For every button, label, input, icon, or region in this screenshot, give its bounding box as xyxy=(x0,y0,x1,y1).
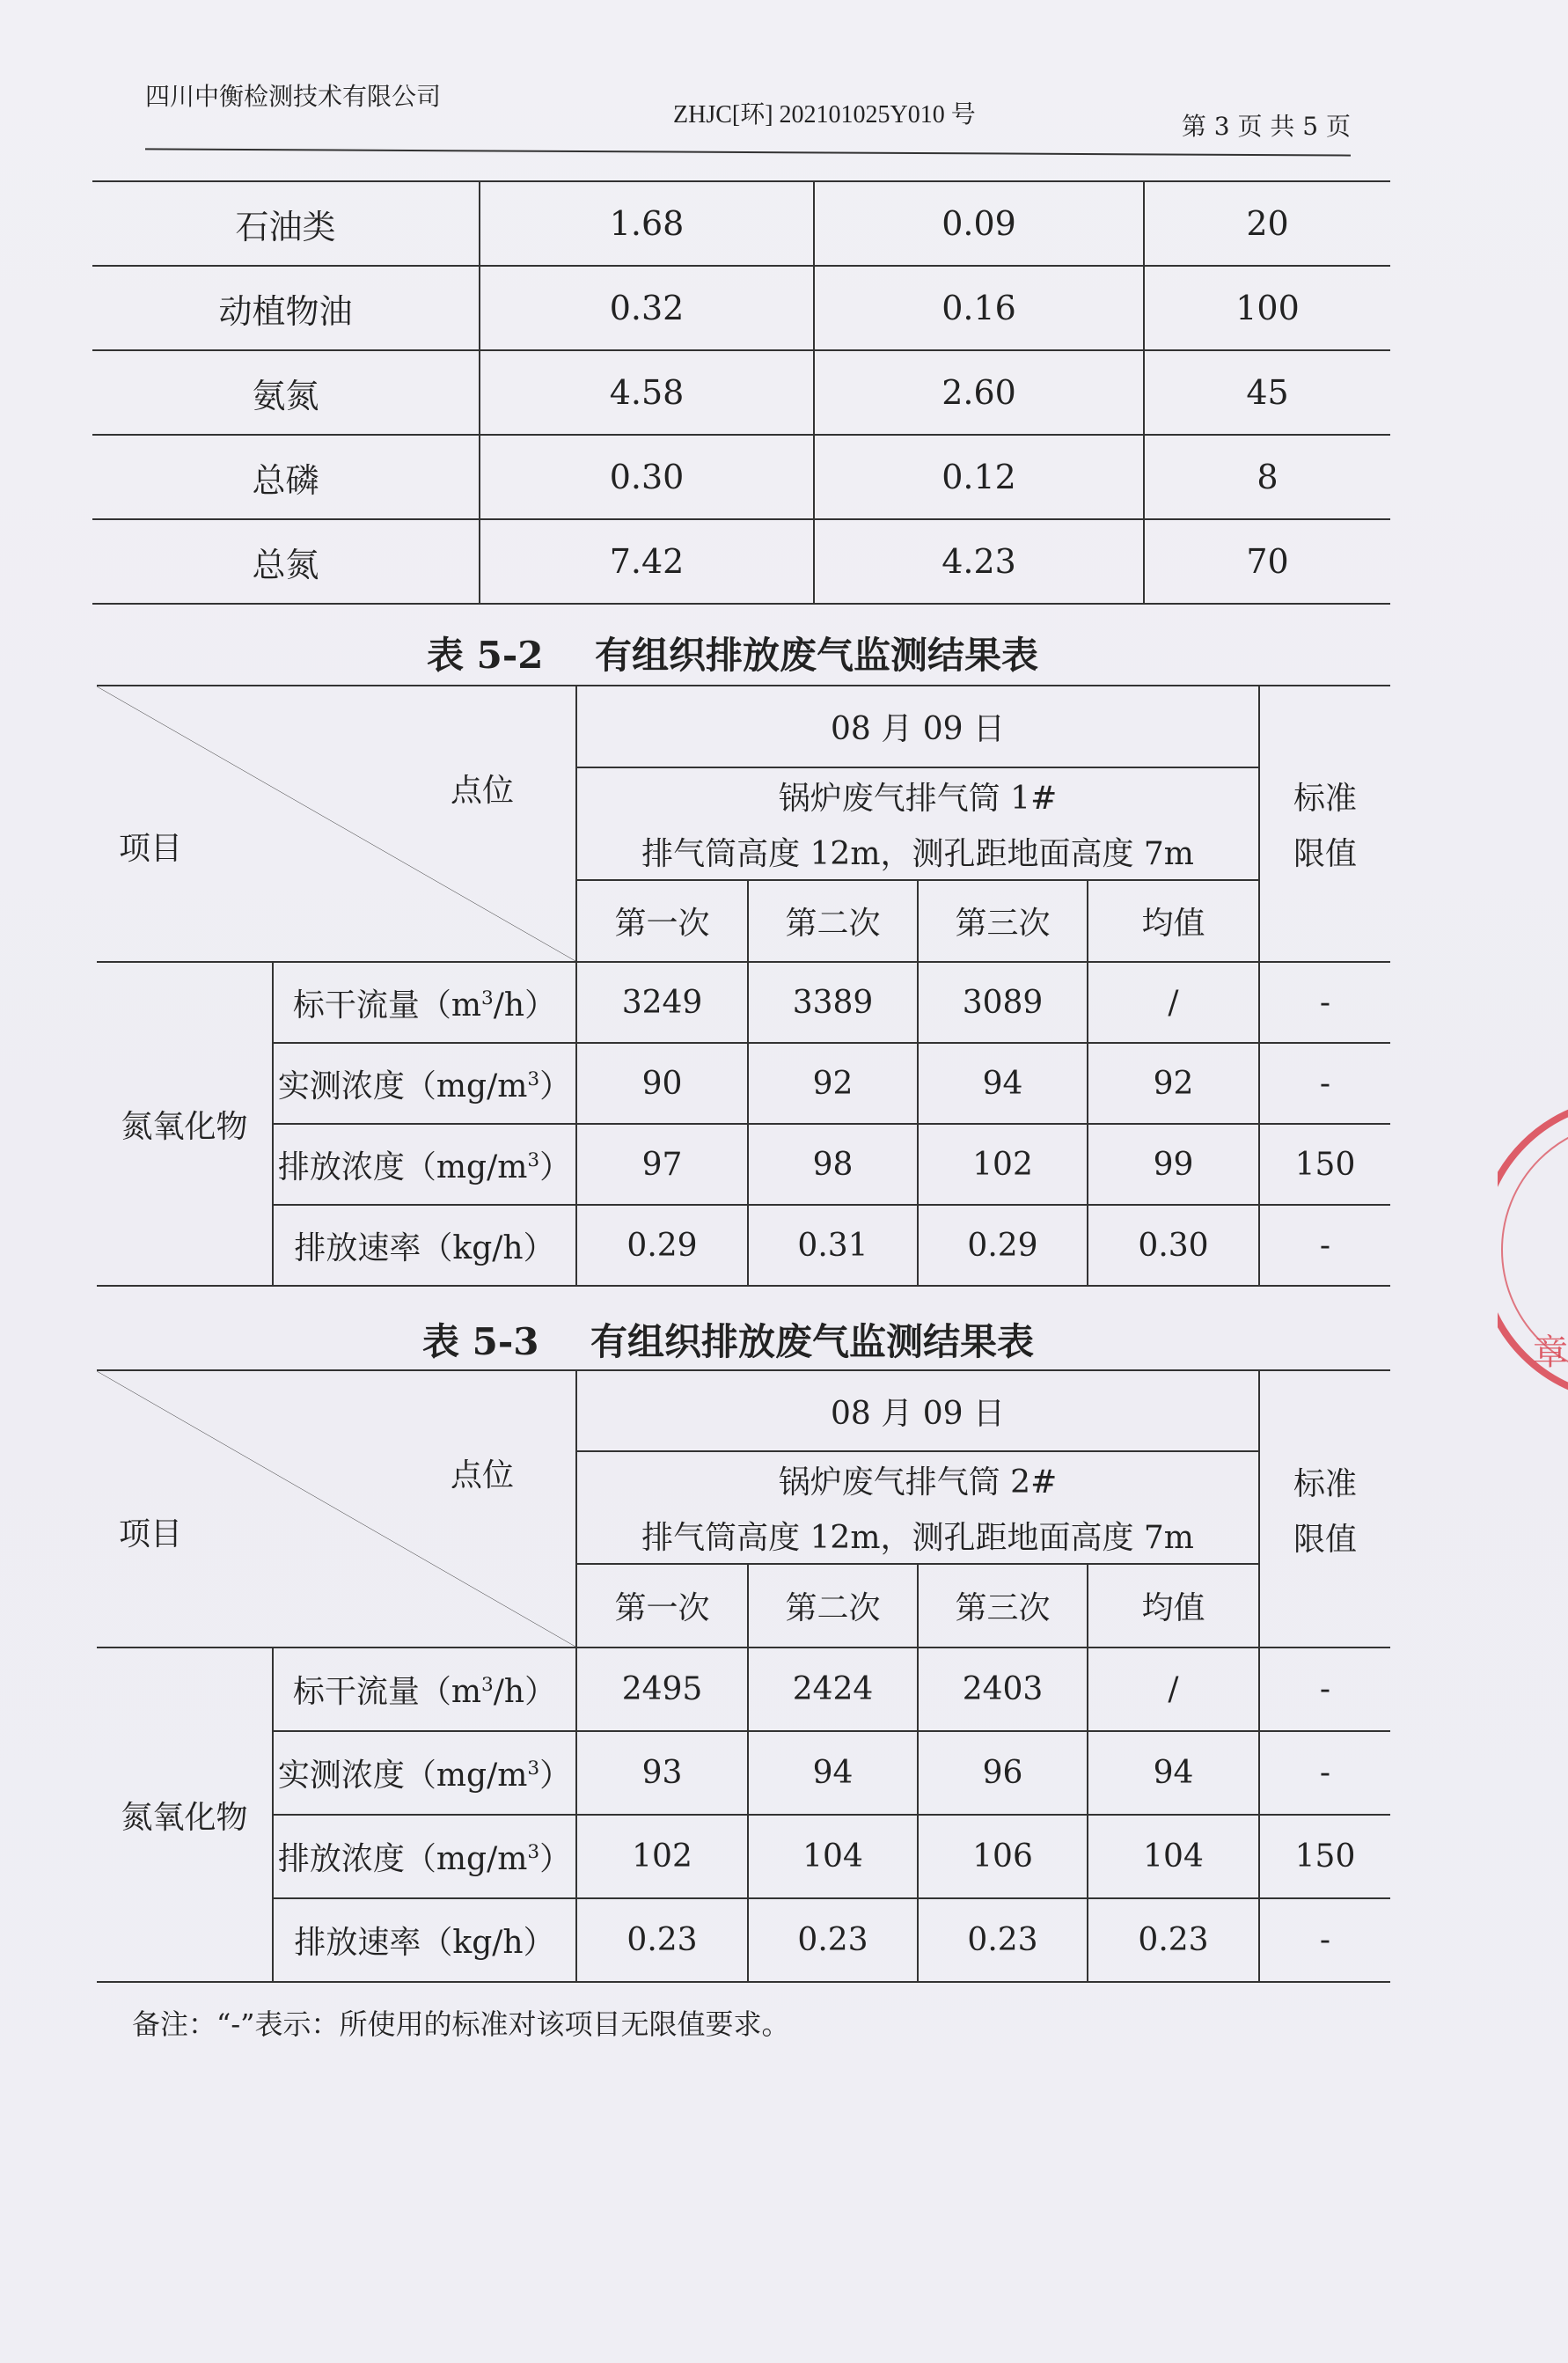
table-header-row xyxy=(97,686,1390,767)
run-header: 第二次 xyxy=(748,1564,918,1647)
value-cell: 2495 xyxy=(576,1647,748,1731)
table-row xyxy=(97,1731,1390,1815)
value-cell: 0.29 xyxy=(918,1205,1088,1286)
param-tail: ） xyxy=(539,1148,572,1185)
value-cell: 94 xyxy=(1088,1731,1259,1815)
value-cell: 0.23 xyxy=(576,1898,748,1982)
limit-cell: - xyxy=(1259,1205,1390,1286)
param-cell xyxy=(273,1043,576,1124)
table-row xyxy=(92,181,1390,266)
value-cell: 2.60 xyxy=(814,350,1144,435)
param-cell xyxy=(273,1731,576,1815)
page-number: 第 3 页 共 5 页 xyxy=(1181,112,1351,141)
value-cell: 98 xyxy=(748,1124,918,1205)
company-name: 四川中衡检测技术有限公司 xyxy=(145,82,442,111)
table-row xyxy=(97,1205,1390,1286)
date-cell: 08 月 09 日 xyxy=(576,1370,1259,1451)
value-cell: 2403 xyxy=(918,1647,1088,1731)
limit-cell: - xyxy=(1259,1731,1390,1815)
run-header: 均值 xyxy=(1088,880,1259,962)
value-cell: 94 xyxy=(748,1731,918,1815)
limit-header-line1: 标准 xyxy=(1293,781,1357,817)
value-cell: 104 xyxy=(1088,1815,1259,1898)
value-cell: 0.29 xyxy=(576,1205,748,1286)
svg-text:章: 章 xyxy=(1533,1332,1568,1373)
point-name: 锅炉废气排气筒 1# xyxy=(778,781,1058,817)
table-row xyxy=(97,1815,1390,1898)
item-label: 项目 xyxy=(119,1516,183,1552)
run-header: 第三次 xyxy=(918,880,1088,962)
point-cell xyxy=(576,1451,1259,1564)
item-label: 项目 xyxy=(119,831,183,867)
limit-cell: 70 xyxy=(1144,519,1390,604)
value-cell: 106 xyxy=(918,1815,1088,1898)
item-cell: 石油类 xyxy=(92,181,480,266)
table-5-3 xyxy=(97,1369,1390,1983)
table-row xyxy=(97,1043,1390,1124)
point-name: 锅炉废气排气筒 2# xyxy=(778,1464,1058,1501)
value-cell: 94 xyxy=(918,1043,1088,1124)
value-cell: 3389 xyxy=(748,962,918,1043)
param-sup: 3 xyxy=(527,1841,540,1863)
value-cell: 0.09 xyxy=(814,181,1144,266)
param-text: 标干流量（m xyxy=(292,987,482,1024)
value-cell: 4.23 xyxy=(814,519,1144,604)
diagonal-header-cell xyxy=(97,686,576,962)
limit-cell: 150 xyxy=(1259,1815,1390,1898)
limit-cell: 20 xyxy=(1144,181,1390,266)
value-cell: 0.23 xyxy=(1088,1898,1259,1982)
limit-cell: - xyxy=(1259,1043,1390,1124)
value-cell: 102 xyxy=(576,1815,748,1898)
point-description: 排气筒高度 12m，测孔距地面高度 7m xyxy=(641,836,1194,872)
value-cell: 4.58 xyxy=(480,350,814,435)
value-cell: 0.30 xyxy=(480,435,814,519)
value-cell: 0.12 xyxy=(814,435,1144,519)
value-cell: 7.42 xyxy=(480,519,814,604)
run-header: 第三次 xyxy=(918,1564,1088,1647)
param-text: 标干流量（m xyxy=(292,1674,482,1710)
value-cell: 96 xyxy=(918,1731,1088,1815)
param-tail: ） xyxy=(539,1758,572,1794)
point-description: 排气筒高度 12m，测孔距地面高度 7m xyxy=(641,1520,1194,1556)
limit-header-line2: 限值 xyxy=(1293,1521,1357,1558)
value-cell: 0.32 xyxy=(480,266,814,350)
document-number: ZHJC[环] 202101025Y010 号 xyxy=(673,101,976,128)
limit-header-line1: 标准 xyxy=(1293,1465,1357,1502)
value-cell: 0.31 xyxy=(748,1205,918,1286)
value-cell: 90 xyxy=(576,1043,748,1124)
value-cell: 0.23 xyxy=(918,1898,1088,1982)
point-label: 点位 xyxy=(450,1457,514,1493)
limit-header-line2: 限值 xyxy=(1293,836,1357,872)
value-cell: 93 xyxy=(576,1731,748,1815)
caption-title: 有组织排放废气监测结果表 xyxy=(590,1320,1035,1363)
limit-cell: - xyxy=(1259,1898,1390,1982)
run-header: 均值 xyxy=(1088,1564,1259,1647)
param-tail: /h） xyxy=(493,1674,557,1710)
limit-header-cell xyxy=(1259,686,1390,962)
value-cell: 99 xyxy=(1088,1124,1259,1205)
table-row xyxy=(92,519,1390,604)
table-header-row xyxy=(97,1370,1390,1451)
param-cell xyxy=(273,962,576,1043)
caption-title: 有组织排放废气监测结果表 xyxy=(595,634,1039,677)
value-cell: 0.30 xyxy=(1088,1205,1259,1286)
param-cell xyxy=(273,1124,576,1205)
value-cell: 104 xyxy=(748,1815,918,1898)
value-cell: / xyxy=(1088,962,1259,1043)
param-text: 排放浓度（mg/m xyxy=(277,1841,528,1877)
group-cell: 氮氧化物 xyxy=(97,962,273,1286)
seal-stamp xyxy=(1498,1082,1568,1417)
limit-cell: 100 xyxy=(1144,266,1390,350)
diagonal-header xyxy=(97,686,575,961)
value-cell: 97 xyxy=(576,1124,748,1205)
param-text: 实测浓度（mg/m xyxy=(277,1758,528,1794)
table-row xyxy=(92,266,1390,350)
param-sup: 3 xyxy=(481,1674,494,1696)
value-cell: 2424 xyxy=(748,1647,918,1731)
table-5-2 xyxy=(97,685,1390,1287)
param-text: 排放速率（kg/h） xyxy=(294,1229,555,1266)
item-cell: 动植物油 xyxy=(92,266,480,350)
param-cell xyxy=(273,1815,576,1898)
group-cell: 氮氧化物 xyxy=(97,1647,273,1982)
water-results-table xyxy=(92,180,1390,605)
param-cell xyxy=(273,1898,576,1982)
value-cell: 92 xyxy=(748,1043,918,1124)
value-cell: / xyxy=(1088,1647,1259,1731)
value-cell: 3249 xyxy=(576,962,748,1043)
limit-cell: 45 xyxy=(1144,350,1390,435)
param-sup: 3 xyxy=(481,987,494,1009)
diagonal-header xyxy=(97,1371,575,1647)
caption-number: 表 5-3 xyxy=(422,1320,539,1363)
param-sup: 3 xyxy=(527,1758,540,1780)
value-cell: 0.16 xyxy=(814,266,1144,350)
value-cell: 3089 xyxy=(918,962,1088,1043)
param-sup: 3 xyxy=(527,1148,540,1171)
point-cell xyxy=(576,767,1259,880)
param-text: 排放浓度（mg/m xyxy=(277,1148,528,1185)
param-cell xyxy=(273,1647,576,1731)
date-cell: 08 月 09 日 xyxy=(576,686,1259,767)
limit-cell: 150 xyxy=(1259,1124,1390,1205)
table-row xyxy=(92,350,1390,435)
param-tail: /h） xyxy=(493,987,557,1024)
header-rule xyxy=(145,148,1351,156)
param-text: 排放速率（kg/h） xyxy=(294,1925,555,1961)
value-cell: 0.23 xyxy=(748,1898,918,1982)
table-5-2-caption xyxy=(427,627,1038,679)
limit-header-cell xyxy=(1259,1370,1390,1647)
item-cell: 氨氮 xyxy=(92,350,480,435)
param-sup: 3 xyxy=(527,1068,540,1090)
point-label: 点位 xyxy=(450,773,514,809)
param-tail: ） xyxy=(539,1841,572,1877)
param-text: 实测浓度（mg/m xyxy=(277,1068,528,1104)
table-5-3-caption xyxy=(422,1313,1034,1366)
param-cell xyxy=(273,1205,576,1286)
run-header: 第一次 xyxy=(576,1564,748,1647)
value-cell: 1.68 xyxy=(480,181,814,266)
table-row xyxy=(92,435,1390,519)
limit-cell: - xyxy=(1259,962,1390,1043)
run-header: 第一次 xyxy=(576,880,748,962)
item-cell: 总磷 xyxy=(92,435,480,519)
param-tail: ） xyxy=(539,1068,572,1104)
item-cell: 总氮 xyxy=(92,519,480,604)
table-row xyxy=(97,1124,1390,1205)
run-header: 第二次 xyxy=(748,880,918,962)
footnote: 备注：“-”表示：所使用的标准对该项目无限值要求。 xyxy=(132,2007,790,2041)
table-row xyxy=(97,962,1390,1043)
limit-cell: - xyxy=(1259,1647,1390,1731)
table-row xyxy=(97,1898,1390,1982)
value-cell: 92 xyxy=(1088,1043,1259,1124)
page-header xyxy=(145,70,1351,150)
caption-number: 表 5-2 xyxy=(427,634,544,677)
value-cell: 102 xyxy=(918,1124,1088,1205)
table-row xyxy=(97,1647,1390,1731)
limit-cell: 8 xyxy=(1144,435,1390,519)
diagonal-header-cell xyxy=(97,1370,576,1647)
